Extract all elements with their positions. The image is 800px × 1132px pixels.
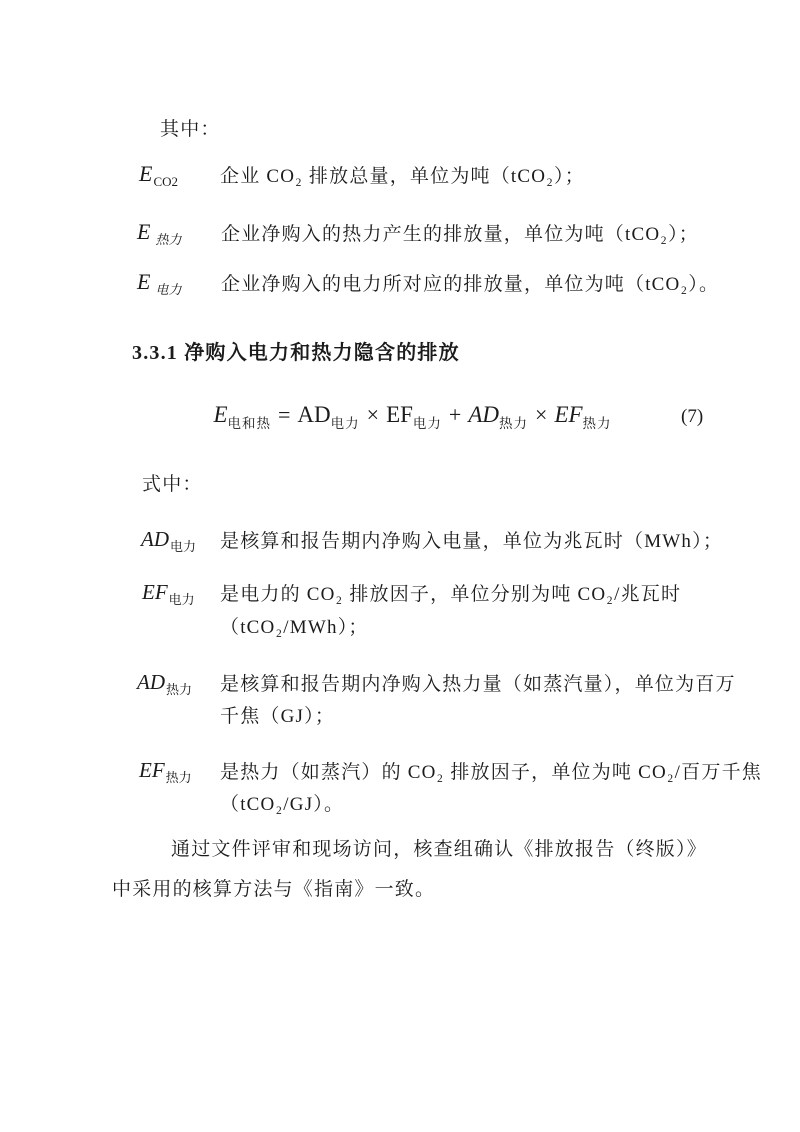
term-symbol-ad-heat — [137, 671, 192, 696]
term-definition-ad-power: 是核算和报告期内净购入电量，单位为兆瓦时（MWh）； — [220, 531, 724, 552]
symbol-main: E — [139, 161, 153, 186]
symbol-main: EF — [142, 580, 168, 604]
equation-ad2-subscript: 热力 — [499, 416, 529, 431]
symbol-main: AD — [141, 527, 169, 551]
symbol-main: E — [137, 219, 151, 244]
formula-where-label: 式中： — [142, 474, 203, 495]
symbol-subscript: 电力 — [168, 592, 195, 607]
equation-ad2: AD — [468, 402, 500, 427]
closing-paragraph-line2: 中采用的核算方法与《指南》一致。 — [112, 879, 436, 900]
symbol-main: EF — [139, 758, 165, 782]
term-definition-ef-power-line2: （tCO₂/MWh）； — [220, 617, 369, 638]
equation-lhs-subscript: 电和热 — [227, 416, 271, 431]
term-definition-eco2: 企业 CO₂ 排放总量，单位为吨（tCO₂）； — [220, 166, 585, 187]
symbol-subscript: 热力 — [166, 682, 193, 697]
term-definition-ef-power-line1: 是电力的 CO₂ 排放因子，单位分别为吨 CO₂/兆瓦时 — [220, 584, 682, 605]
symbol-subscript: CO2 — [153, 174, 179, 189]
plus-sign: + — [448, 402, 462, 427]
symbol-subscript: 电力 — [170, 539, 197, 554]
closing-paragraph-line1: 通过文件评审和现场访问，核查组确认《排放报告（终版）》 — [171, 839, 707, 860]
equation-ef1-subscript: 电力 — [412, 416, 442, 431]
term-definition-ad-heat-line1: 是核算和报告期内净购入热力量（如蒸汽量），单位为百万 — [220, 674, 736, 695]
term-definition-e-heat: 企业净购入的热力产生的排放量，单位为吨（tCO₂）； — [221, 224, 699, 245]
where-label: 其中： — [160, 119, 221, 140]
equation-number: (7) — [681, 406, 704, 427]
equation-ad1-subscript: 电力 — [330, 416, 360, 431]
term-definition-ef-heat-line1: 是热力（如蒸汽）的 CO₂ 排放因子，单位为吨 CO₂/百万千焦 — [220, 762, 762, 783]
term-symbol-e-power — [137, 271, 181, 296]
symbol-subscript: 热力 — [155, 232, 182, 247]
symbol-subscript: 电力 — [155, 282, 182, 297]
equation-ad1: AD — [297, 402, 331, 427]
equation-ef2-subscript: 热力 — [582, 416, 612, 431]
term-symbol-eco2 — [139, 163, 178, 188]
term-symbol-ad-power — [141, 528, 196, 553]
symbol-main: AD — [137, 670, 165, 694]
term-definition-ad-heat-line2: 千焦（GJ）； — [220, 706, 336, 727]
term-definition-ef-heat-line2: （tCO₂/GJ）。 — [220, 794, 345, 815]
symbol-subscript: 热力 — [165, 770, 192, 785]
equation-lhs: E — [213, 402, 228, 427]
multiply-sign: × — [535, 402, 548, 427]
term-definition-e-power: 企业净购入的电力所对应的排放量，单位为吨（tCO₂）。 — [221, 274, 720, 295]
term-symbol-ef-power — [142, 581, 195, 606]
multiply-sign: × — [366, 402, 380, 427]
symbol-main: E — [137, 269, 151, 294]
term-symbol-e-heat — [137, 221, 181, 246]
term-symbol-ef-heat — [139, 759, 192, 784]
equation-ef2: EF — [554, 402, 583, 427]
equation-ef1: EF — [386, 402, 413, 427]
equals-sign: = — [278, 402, 291, 427]
equation — [140, 400, 685, 433]
section-heading: 3.3.1 净购入电力和热力隐含的排放 — [132, 342, 460, 364]
